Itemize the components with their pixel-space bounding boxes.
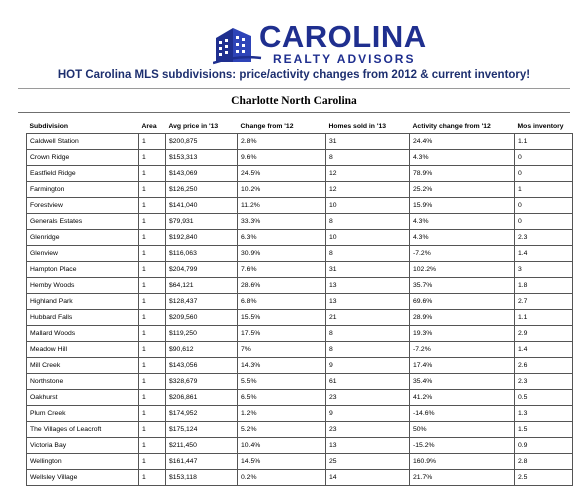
cell-months-inventory: 2.9	[515, 326, 573, 342]
cell-avg-price: $206,861	[166, 390, 238, 406]
cell-activity-change: 50%	[410, 422, 515, 438]
table-row	[27, 230, 573, 246]
cell-price-change: 17.5%	[238, 326, 326, 342]
cell-area: 1	[139, 310, 166, 326]
cell-subdivision: Mill Creek	[27, 358, 139, 374]
cell-price-change: 5.5%	[238, 374, 326, 390]
cell-homes-sold: 9	[326, 406, 410, 422]
cell-activity-change: 4.3%	[410, 150, 515, 166]
cell-area: 1	[139, 406, 166, 422]
cell-area: 1	[139, 150, 166, 166]
cell-avg-price: $64,121	[166, 278, 238, 294]
cell-area: 1	[139, 134, 166, 150]
cell-price-change: 5.2%	[238, 422, 326, 438]
cell-area: 1	[139, 390, 166, 406]
cell-avg-price: $161,447	[166, 454, 238, 470]
cell-area: 1	[139, 422, 166, 438]
cell-area: 1	[139, 342, 166, 358]
cell-homes-sold: 13	[326, 438, 410, 454]
header-months-inventory: Mos inventory	[515, 119, 573, 134]
table-row	[27, 470, 573, 486]
cell-subdivision: Hampton Place	[27, 262, 139, 278]
cell-months-inventory: 2.3	[515, 374, 573, 390]
cell-activity-change: 4.3%	[410, 230, 515, 246]
cell-avg-price: $204,799	[166, 262, 238, 278]
cell-price-change: 1.2%	[238, 406, 326, 422]
cell-homes-sold: 25	[326, 454, 410, 470]
cell-price-change: 7%	[238, 342, 326, 358]
cell-subdivision: Mallard Woods	[27, 326, 139, 342]
cell-months-inventory: 0.5	[515, 390, 573, 406]
data-panel	[18, 88, 570, 481]
cell-activity-change: 35.7%	[410, 278, 515, 294]
cell-area: 1	[139, 438, 166, 454]
table-row	[27, 342, 573, 358]
cell-area: 1	[139, 214, 166, 230]
cell-subdivision: Generals Estates	[27, 214, 139, 230]
cell-homes-sold: 21	[326, 310, 410, 326]
cell-subdivision: The Villages of Leacroft	[27, 422, 139, 438]
cell-subdivision: Glenridge	[27, 230, 139, 246]
cell-avg-price: $192,840	[166, 230, 238, 246]
cell-subdivision: Eastfield Ridge	[27, 166, 139, 182]
cell-area: 1	[139, 182, 166, 198]
cell-homes-sold: 61	[326, 374, 410, 390]
cell-avg-price: $141,040	[166, 198, 238, 214]
cell-price-change: 30.9%	[238, 246, 326, 262]
cell-months-inventory: 1.4	[515, 342, 573, 358]
cell-activity-change: 25.2%	[410, 182, 515, 198]
cell-months-inventory: 1.1	[515, 310, 573, 326]
cell-avg-price: $128,437	[166, 294, 238, 310]
table-row	[27, 406, 573, 422]
cell-area: 1	[139, 230, 166, 246]
cell-activity-change: 41.2%	[410, 390, 515, 406]
cell-avg-price: $200,875	[166, 134, 238, 150]
cell-activity-change: 69.6%	[410, 294, 515, 310]
cell-subdivision: Caldwell Station	[27, 134, 139, 150]
cell-avg-price: $153,313	[166, 150, 238, 166]
cell-area: 1	[139, 454, 166, 470]
cell-price-change: 14.5%	[238, 454, 326, 470]
cell-area: 1	[139, 470, 166, 486]
logo-name: CAROLINA	[259, 19, 427, 54]
table-row	[27, 214, 573, 230]
cell-activity-change: 35.4%	[410, 374, 515, 390]
cell-subdivision: Highland Park	[27, 294, 139, 310]
table-row	[27, 166, 573, 182]
table-row	[27, 278, 573, 294]
table-row	[27, 150, 573, 166]
table-row	[27, 310, 573, 326]
cell-area: 1	[139, 278, 166, 294]
cell-subdivision: Plum Creek	[27, 406, 139, 422]
table-row	[27, 134, 573, 150]
header-activity-change: Activity change from '12	[410, 119, 515, 134]
cell-months-inventory: 2.5	[515, 470, 573, 486]
cell-price-change: 24.5%	[238, 166, 326, 182]
table-row	[27, 326, 573, 342]
cell-price-change: 10.4%	[238, 438, 326, 454]
cell-price-change: 11.2%	[238, 198, 326, 214]
cell-price-change: 14.3%	[238, 358, 326, 374]
cell-activity-change: 4.3%	[410, 214, 515, 230]
table-row	[27, 374, 573, 390]
header-price-change: Change from '12	[238, 119, 326, 134]
cell-avg-price: $143,069	[166, 166, 238, 182]
table-row	[27, 438, 573, 454]
cell-avg-price: $119,250	[166, 326, 238, 342]
header-subdivision: Subdivision	[27, 119, 139, 134]
cell-price-change: 7.6%	[238, 262, 326, 278]
cell-activity-change: 21.7%	[410, 470, 515, 486]
cell-months-inventory: 1.3	[515, 406, 573, 422]
cell-avg-price: $153,118	[166, 470, 238, 486]
cell-activity-change: 78.9%	[410, 166, 515, 182]
header-homes-sold: Homes sold in '13	[326, 119, 410, 134]
cell-price-change: 10.2%	[238, 182, 326, 198]
cell-price-change: 33.3%	[238, 214, 326, 230]
cell-avg-price: $79,931	[166, 214, 238, 230]
cell-avg-price: $90,612	[166, 342, 238, 358]
cell-activity-change: 15.9%	[410, 198, 515, 214]
cell-months-inventory: 0	[515, 214, 573, 230]
cell-homes-sold: 12	[326, 182, 410, 198]
cell-homes-sold: 13	[326, 294, 410, 310]
cell-activity-change: -7.2%	[410, 246, 515, 262]
region-title: Charlotte North Carolina	[231, 95, 357, 107]
cell-avg-price: $209,560	[166, 310, 238, 326]
cell-price-change: 9.6%	[238, 150, 326, 166]
cell-activity-change: 19.3%	[410, 326, 515, 342]
table-row	[27, 182, 573, 198]
cell-homes-sold: 31	[326, 262, 410, 278]
cell-area: 1	[139, 166, 166, 182]
cell-price-change: 15.5%	[238, 310, 326, 326]
cell-months-inventory: 3	[515, 262, 573, 278]
cell-subdivision: Wellsley Village	[27, 470, 139, 486]
cell-avg-price: $175,124	[166, 422, 238, 438]
cell-months-inventory: 1.5	[515, 422, 573, 438]
cell-subdivision: Glenview	[27, 246, 139, 262]
cell-homes-sold: 8	[326, 246, 410, 262]
cell-avg-price: $174,952	[166, 406, 238, 422]
logo-tagline: REALTY ADVISORS	[273, 52, 416, 66]
cell-months-inventory: 0.9	[515, 438, 573, 454]
cell-months-inventory: 2.6	[515, 358, 573, 374]
table-row	[27, 390, 573, 406]
table-row	[27, 422, 573, 438]
cell-homes-sold: 12	[326, 166, 410, 182]
cell-avg-price: $116,063	[166, 246, 238, 262]
cell-subdivision: Victoria Bay	[27, 438, 139, 454]
cell-months-inventory: 1.8	[515, 278, 573, 294]
cell-homes-sold: 8	[326, 214, 410, 230]
cell-months-inventory: 2.8	[515, 454, 573, 470]
subdivision-table	[26, 119, 573, 486]
table-row	[27, 454, 573, 470]
table-row	[27, 246, 573, 262]
cell-subdivision: Farmington	[27, 182, 139, 198]
cell-homes-sold: 9	[326, 358, 410, 374]
cell-subdivision: Hubbard Falls	[27, 310, 139, 326]
cell-activity-change: -14.6%	[410, 406, 515, 422]
cell-months-inventory: 0	[515, 198, 573, 214]
cell-homes-sold: 8	[326, 342, 410, 358]
cell-avg-price: $143,056	[166, 358, 238, 374]
cell-months-inventory: 1	[515, 182, 573, 198]
cell-subdivision: Crown Ridge	[27, 150, 139, 166]
cell-months-inventory: 0	[515, 150, 573, 166]
cell-activity-change: 102.2%	[410, 262, 515, 278]
cell-area: 1	[139, 262, 166, 278]
cell-subdivision: Forestview	[27, 198, 139, 214]
cell-homes-sold: 31	[326, 134, 410, 150]
cell-homes-sold: 8	[326, 150, 410, 166]
cell-homes-sold: 10	[326, 198, 410, 214]
cell-activity-change: -7.2%	[410, 342, 515, 358]
table-row	[27, 294, 573, 310]
cell-activity-change: 160.9%	[410, 454, 515, 470]
cell-price-change: 2.8%	[238, 134, 326, 150]
cell-months-inventory: 0	[515, 166, 573, 182]
cell-subdivision: Wellington	[27, 454, 139, 470]
cell-homes-sold: 13	[326, 278, 410, 294]
table-row	[27, 198, 573, 214]
cell-area: 1	[139, 198, 166, 214]
cell-price-change: 6.5%	[238, 390, 326, 406]
cell-activity-change: 24.4%	[410, 134, 515, 150]
cell-avg-price: $211,450	[166, 438, 238, 454]
cell-area: 1	[139, 374, 166, 390]
cell-subdivision: Meadow Hill	[27, 342, 139, 358]
cell-price-change: 28.6%	[238, 278, 326, 294]
building-logo-icon	[213, 22, 263, 66]
company-logo	[213, 19, 427, 66]
cell-area: 1	[139, 294, 166, 310]
cell-homes-sold: 23	[326, 422, 410, 438]
cell-avg-price: $126,250	[166, 182, 238, 198]
table-header-row	[27, 119, 573, 134]
table-row	[27, 358, 573, 374]
header-area: Area	[139, 119, 166, 134]
cell-area: 1	[139, 358, 166, 374]
title-divider	[18, 112, 570, 113]
cell-price-change: 6.8%	[238, 294, 326, 310]
cell-area: 1	[139, 326, 166, 342]
cell-homes-sold: 8	[326, 326, 410, 342]
cell-months-inventory: 2.3	[515, 230, 573, 246]
cell-activity-change: 17.4%	[410, 358, 515, 374]
cell-months-inventory: 1.4	[515, 246, 573, 262]
cell-homes-sold: 23	[326, 390, 410, 406]
cell-months-inventory: 2.7	[515, 294, 573, 310]
cell-activity-change: 28.9%	[410, 310, 515, 326]
cell-homes-sold: 14	[326, 470, 410, 486]
cell-subdivision: Northstone	[27, 374, 139, 390]
cell-area: 1	[139, 246, 166, 262]
cell-homes-sold: 10	[326, 230, 410, 246]
cell-activity-change: -15.2%	[410, 438, 515, 454]
cell-price-change: 0.2%	[238, 470, 326, 486]
cell-price-change: 6.3%	[238, 230, 326, 246]
cell-avg-price: $328,679	[166, 374, 238, 390]
cell-subdivision: Oakhurst	[27, 390, 139, 406]
header-avg-price: Avg price in '13	[166, 119, 238, 134]
page-headline: HOT Carolina MLS subdivisions: price/activity changes from 2012 & current inventory!	[57, 69, 531, 81]
cell-subdivision: Hemby Woods	[27, 278, 139, 294]
cell-months-inventory: 1.1	[515, 134, 573, 150]
table-row	[27, 262, 573, 278]
